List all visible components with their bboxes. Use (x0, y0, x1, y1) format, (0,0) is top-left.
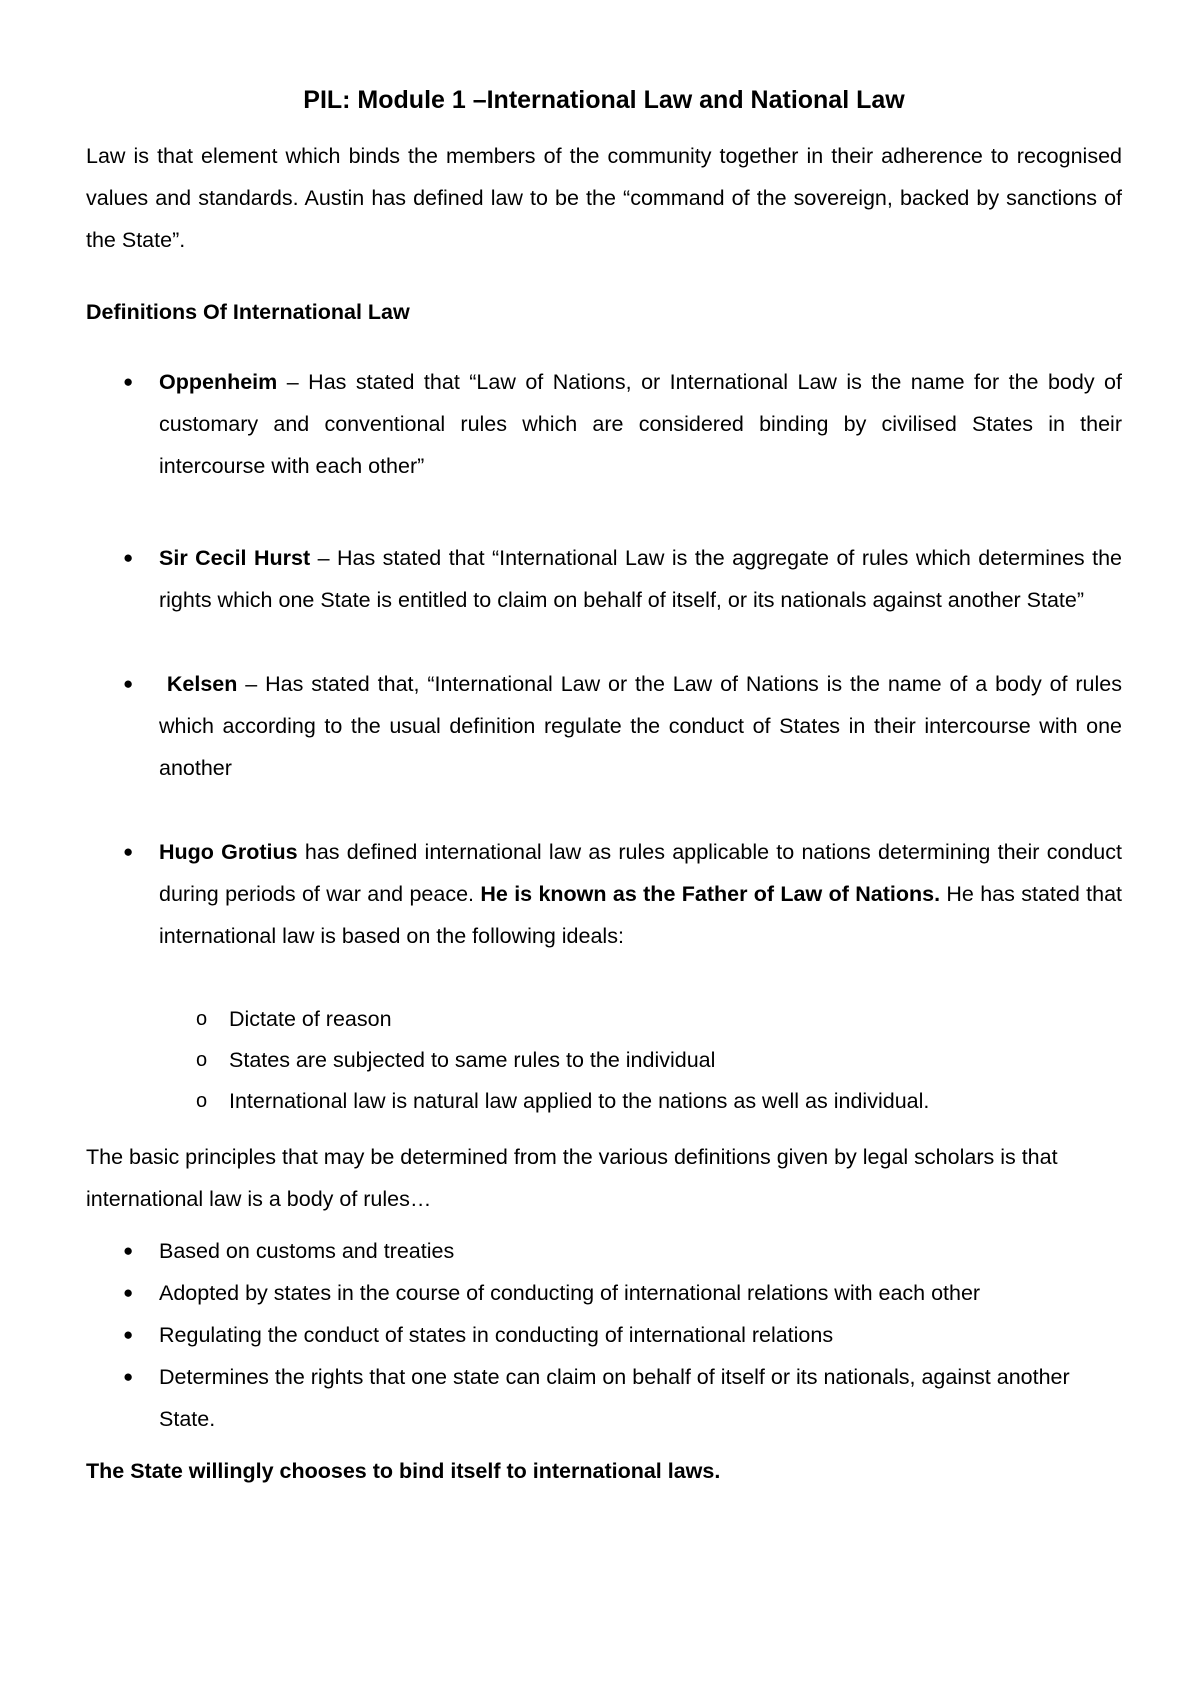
principles-intro: The basic principles that may be determined from the various definitions given by legal scholars is that international law is a body of rules… (86, 1145, 1058, 1211)
bullet-icon: ● (123, 674, 134, 693)
definitions-heading: Definitions Of International Law (86, 300, 410, 324)
definition-author: Hugo Grotius (159, 840, 298, 864)
principle-text: Adopted by states in the course of conducting of international relations with each other (159, 1281, 981, 1305)
grotius-ideals-list (86, 999, 1122, 1122)
principle-text: Determines the rights that one state can claim on behalf of itself or its nationals, against another State. (159, 1365, 1070, 1431)
circle-bullet-icon: o (196, 1090, 208, 1112)
ideal-text: States are subjected to same rules to the individual (229, 1048, 716, 1072)
list-item (86, 1081, 1122, 1122)
definitions-list (86, 361, 1122, 957)
definition-text: – Has stated that “Law of Nations, or International Law is the name for the body of customary and conventional rules which are considered binding by civilised States in their intercourse with each other” (159, 370, 1122, 478)
definition-text: – Has stated that, “International Law or the Law of Nations is the name of a body of rules which according to the usual definition regulate the conduct of States in their intercourse with one another (159, 672, 1122, 780)
bullet-icon: ● (123, 1367, 134, 1386)
list-item (86, 999, 1122, 1040)
definition-item-oppenheim (86, 361, 1122, 487)
principle-text: Based on customs and treaties (159, 1239, 455, 1263)
definition-bold-text: He is known as the Father of Law of Nations. (480, 882, 941, 906)
definition-text: has defined international law as rules applicable to nations determining their conduct during periods of war and peace. (159, 840, 1122, 906)
definition-author: Sir Cecil Hurst (159, 546, 311, 570)
definition-author: Kelsen (159, 672, 238, 696)
definition-item-kelsen (86, 663, 1122, 789)
principles-list (86, 1230, 1122, 1440)
definition-item-grotius (86, 831, 1122, 957)
definition-item-hurst (86, 537, 1122, 621)
bullet-icon: ● (123, 842, 134, 861)
bullet-icon: ● (123, 1325, 134, 1344)
circle-bullet-icon: o (196, 1049, 208, 1071)
bullet-icon: ● (123, 372, 134, 391)
intro-paragraph: Law is that element which binds the members of the community together in their adherence to recognised values and standards. Austin has defined law to be the “command of the sovereign, backed by sanctions of the State”. (86, 144, 1122, 252)
bullet-icon: ● (123, 1241, 134, 1260)
list-item (86, 1040, 1122, 1081)
circle-bullet-icon: o (196, 1008, 208, 1030)
list-item (86, 1314, 1122, 1356)
definition-text: – Has stated that “International Law is the aggregate of rules which determines the rights which one State is entitled to claim on behalf of itself, or its nationals against another State” (159, 546, 1122, 612)
list-item (86, 1230, 1122, 1272)
bullet-icon: ● (123, 548, 134, 567)
ideal-text: Dictate of reason (229, 1007, 392, 1031)
definition-author: Oppenheim (159, 370, 278, 394)
list-item (86, 1272, 1122, 1314)
principle-text: Regulating the conduct of states in conducting of international relations (159, 1323, 834, 1347)
list-item (86, 1356, 1122, 1440)
ideal-text: International law is natural law applied to the nations as well as individual. (229, 1089, 930, 1113)
document-title: PIL: Module 1 –International Law and National Law (303, 86, 905, 114)
definition-text-after: He has stated that international law is based on the following ideals: (159, 882, 1123, 948)
bullet-icon: ● (123, 1283, 134, 1302)
closing-statement: The State willingly chooses to bind itself to international laws. (86, 1459, 721, 1483)
